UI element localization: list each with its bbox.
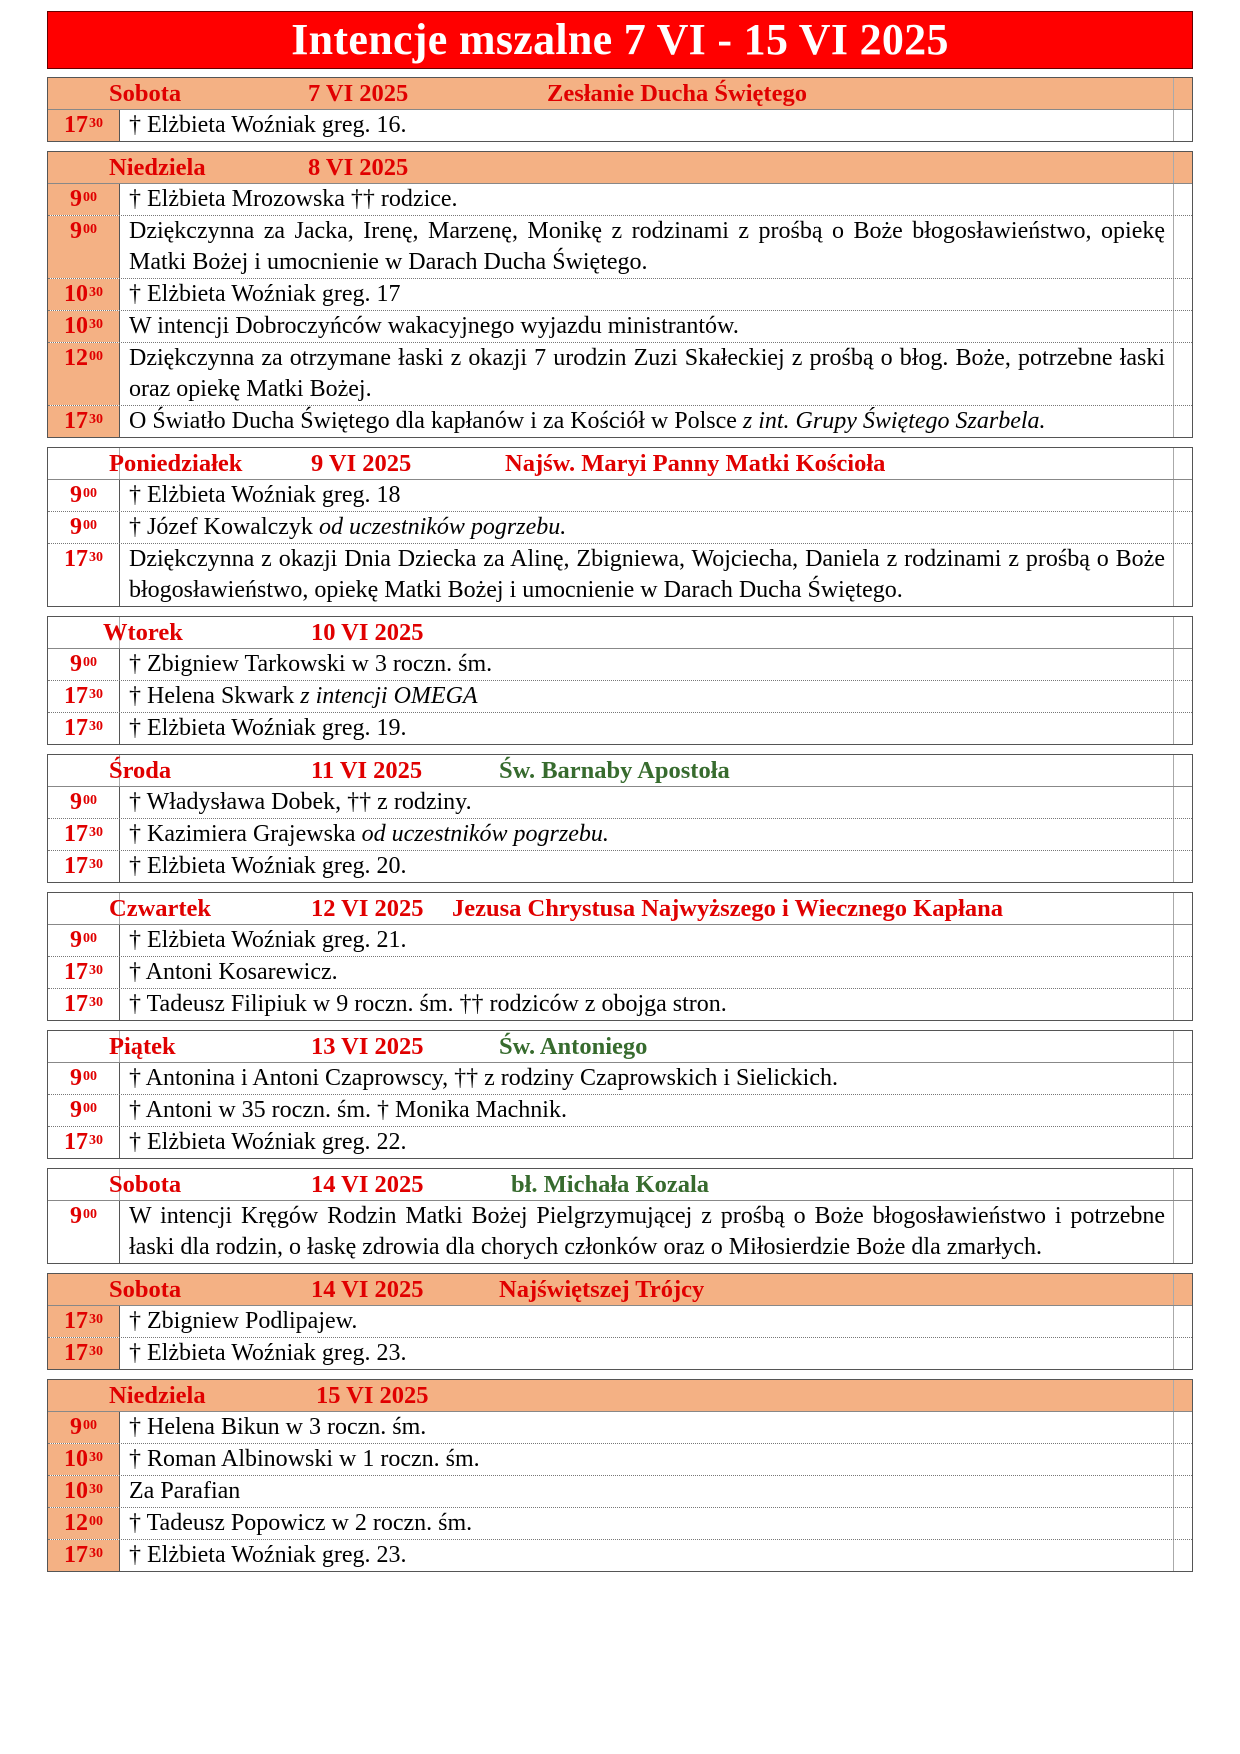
day-header [48,78,1192,110]
mass-hour: 9 [70,1203,82,1229]
intention-note: od uczestników pogrzebu. [318,514,567,540]
intention-text-cell [120,1444,1173,1475]
intention-text-cell [120,110,1173,141]
mass-minutes: 00 [83,931,97,946]
mass-minutes: 00 [89,349,103,364]
intention-text: † Zbigniew Tarkowski w 3 roczn. śm. [129,651,493,677]
intention-text-cell [120,713,1173,744]
mass-hour: 9 [70,1065,82,1091]
intention-row [48,1475,1192,1507]
day-name: Poniedziałek [109,450,243,477]
mass-time [48,110,120,141]
intention-row [48,215,1192,278]
mass-hour: 9 [70,927,82,953]
mass-time [48,925,120,956]
mass-time [48,819,120,850]
intention-text-cell [120,819,1173,850]
mass-time [48,1476,120,1507]
mass-time [48,311,120,342]
mass-time [48,480,120,511]
intention-text-cell [120,925,1173,956]
day-name: Niedziela [109,154,206,181]
mass-hour: 17 [64,1129,88,1155]
intention-text: † Elżbieta Woźniak greg. 16. [129,112,407,138]
intention-text: † Tadeusz Popowicz w 2 roczn. śm. [129,1510,473,1536]
day-name: Sobota [109,80,182,107]
day-block [47,77,1193,142]
mass-hour: 12 [64,345,88,371]
mass-hour: 10 [64,1478,88,1504]
intention-row [48,1337,1192,1369]
side-column [1173,1380,1192,1411]
mass-hour: 17 [64,1542,88,1568]
feast-name: Św. Antoniego [499,1033,648,1060]
intention-text: † Antoni w 35 roczn. śm. † Monika Machnik. [129,1097,567,1123]
day-date: 13 VI 2025 [311,1033,424,1060]
mass-minutes: 30 [89,317,103,332]
mass-minutes: 30 [89,550,103,565]
day-date: 11 VI 2025 [311,757,423,784]
intention-row [48,1306,1192,1337]
mass-hour: 17 [64,959,88,985]
intention-text-cell [120,343,1173,405]
intention-row [48,1539,1192,1571]
intention-note: z intencji OMEGA [300,683,478,709]
intention-row [48,787,1192,818]
intention-row [48,511,1192,543]
side-column [1173,713,1192,744]
mass-time [48,1095,120,1126]
mass-minutes: 00 [83,222,97,237]
day-header [48,755,1192,787]
intention-text: † Elżbieta Woźniak greg. 17 [129,281,401,307]
mass-time [48,649,120,680]
mass-minutes: 00 [83,486,97,501]
side-column [1173,78,1192,109]
intention-row [48,1201,1192,1263]
day-name: Niedziela [109,1382,206,1409]
feast-name: Najśw. Maryi Panny Matki Kościoła [505,450,886,477]
intention-text-cell [120,216,1173,278]
mass-time [48,1306,120,1337]
intention-text-cell [120,681,1173,712]
side-column [1173,1095,1192,1126]
intention-text: † Tadeusz Filipiuk w 9 roczn. śm. †† rodziców z obojga stron. [129,991,727,1017]
day-block [47,1030,1193,1159]
intention-text-cell [120,1095,1173,1126]
mass-time [48,1508,120,1539]
day-block [47,1168,1193,1264]
intention-text: W intencji Dobroczyńców wakacyjnego wyjazdu ministrantów. [129,313,739,339]
intention-text-cell [120,957,1173,988]
intention-row [48,405,1192,437]
mass-hour: 17 [64,853,88,879]
mass-hour: 17 [64,715,88,741]
mass-minutes: 30 [89,1546,103,1561]
day-header [48,893,1192,925]
mass-minutes: 30 [89,857,103,872]
side-column [1173,617,1192,648]
mass-minutes: 00 [83,655,97,670]
intention-text: † Elżbieta Woźniak greg. 22. [129,1129,407,1155]
intention-row [48,649,1192,680]
intention-text: † Elżbieta Mrozowska †† rodzice. [129,186,458,212]
intention-text-cell [120,1338,1173,1369]
mass-minutes: 30 [89,285,103,300]
intention-text: † Helena Skwark [129,683,301,709]
intention-row [48,988,1192,1020]
intention-text-cell [120,1063,1173,1094]
intention-row [48,543,1192,606]
side-column [1173,184,1192,215]
day-block [47,892,1193,1021]
mass-time [48,787,120,818]
mass-minutes: 30 [89,412,103,427]
feast-name: bł. Michała Kozala [511,1171,710,1198]
side-column [1173,512,1192,543]
day-date: 8 VI 2025 [308,154,409,181]
mass-time [48,406,120,437]
mass-time [48,1540,120,1571]
mass-hour: 17 [64,683,88,709]
side-column [1173,787,1192,818]
side-column [1173,406,1192,437]
intention-text-cell [120,851,1173,882]
side-column [1173,1274,1192,1305]
side-column [1173,1476,1192,1507]
intention-text-cell [120,1540,1173,1571]
day-name: Wtorek [103,619,183,646]
mass-time [48,989,120,1020]
mass-time [48,957,120,988]
mass-minutes: 30 [89,687,103,702]
side-column [1173,1412,1192,1443]
intention-text-cell [120,406,1173,437]
intention-text: † Helena Bikun w 3 roczn. śm. [129,1414,427,1440]
intention-text: † Elżbieta Woźniak greg. 18 [129,482,401,508]
intention-text-cell [120,184,1173,215]
side-column [1173,216,1192,278]
mass-minutes: 00 [83,1069,97,1084]
intention-text: † Roman Albinowski w 1 roczn. śm. [129,1446,480,1472]
day-block [47,616,1193,745]
feast-name: Zesłanie Ducha Świętego [547,80,807,107]
day-header [48,1031,1192,1063]
intention-text: Za Parafian [129,1478,241,1504]
side-column [1173,110,1192,141]
days-list [47,77,1193,1572]
intention-text: † Elżbieta Woźniak greg. 23. [129,1340,407,1366]
day-header [48,617,1192,649]
intention-row [48,1126,1192,1158]
intention-row [48,850,1192,882]
intention-row [48,184,1192,215]
side-column [1173,893,1192,924]
intention-text-cell [120,1127,1173,1158]
mass-hour: 9 [70,482,82,508]
mass-minutes: 00 [83,518,97,533]
intention-text-cell [120,1412,1173,1443]
day-date: 12 VI 2025 [311,895,424,922]
mass-hour: 17 [64,1340,88,1366]
side-column [1173,311,1192,342]
mass-time [48,681,120,712]
mass-minutes: 30 [89,116,103,131]
side-column [1173,152,1192,183]
intention-row [48,925,1192,956]
mass-minutes: 30 [89,719,103,734]
intention-text-cell [120,649,1173,680]
intention-text: † Antonina i Antoni Czaprowscy, †† z rodziny Czaprowskich i Sielickich. [129,1065,838,1091]
day-name: Sobota [109,1171,182,1198]
day-block [47,1273,1193,1370]
mass-minutes: 30 [89,963,103,978]
day-date: 14 VI 2025 [311,1171,424,1198]
intention-text: W intencji Kręgów Rodzin Matki Bożej Pielgrzymującej z prośbą o Boże błogosławieństwo i potrzebne łaski dla rodzin, o łaskę zdrowia dla chorych członków oraz o Miłosierdzie Boże dla zmarłych. [129,1203,1165,1260]
intention-text-cell [120,480,1173,511]
mass-hour: 9 [70,1414,82,1440]
mass-hour: 9 [70,651,82,677]
feast-name: Najświętszej Trójcy [499,1276,705,1303]
day-name: Czwartek [109,895,212,922]
intention-text-cell [120,311,1173,342]
side-column [1173,957,1192,988]
intention-row [48,1063,1192,1094]
mass-hour: 9 [70,514,82,540]
mass-minutes: 30 [89,995,103,1010]
day-name: Środa [109,757,172,784]
mass-hour: 10 [64,313,88,339]
mass-time [48,1412,120,1443]
day-block [47,754,1193,883]
intention-text: † Antoni Kosarewicz. [129,959,338,985]
day-date: 14 VI 2025 [311,1276,424,1303]
mass-hour: 17 [64,991,88,1017]
side-column [1173,1127,1192,1158]
intention-row [48,956,1192,988]
intention-row [48,1412,1192,1443]
day-header [48,1380,1192,1412]
intention-text: Dziękczynna za otrzymane łaski z okazji 7 urodzin Zuzi Skałeckiej z prośbą o błog. Boże, potrzebne łaski oraz opiekę Matki Bożej. [129,345,1165,402]
day-date: 7 VI 2025 [308,80,409,107]
mass-time [48,713,120,744]
side-column [1173,925,1192,956]
intention-text-cell [120,512,1173,543]
mass-minutes: 00 [89,1514,103,1529]
mass-time [48,1444,120,1475]
side-column [1173,681,1192,712]
intention-row [48,1443,1192,1475]
mass-time [48,279,120,310]
intention-row [48,818,1192,850]
intention-text: † Józef Kowalczyk [129,514,319,540]
mass-minutes: 30 [89,1133,103,1148]
day-header [48,1169,1192,1201]
mass-hour: 10 [64,1446,88,1472]
side-column [1173,1444,1192,1475]
side-column [1173,1031,1192,1062]
mass-time [48,512,120,543]
intention-text: † Zbigniew Podlipajew. [129,1308,358,1334]
side-column [1173,819,1192,850]
mass-minutes: 00 [83,1418,97,1433]
intention-note: od uczestników pogrzebu. [361,821,609,847]
intention-row [48,278,1192,310]
mass-time [48,851,120,882]
mass-time [48,343,120,405]
intention-text-cell [120,1476,1173,1507]
side-column [1173,755,1192,786]
intention-text-cell [120,544,1173,606]
intention-text: Dziękczynna z okazji Dnia Dziecka za Alinę, Zbigniewa, Wojciecha, Daniela z rodzinami z prośbą o Boże błogosławieństwo, opiekę Matki Bożej i umocnienie w Darach Ducha Świętego. [129,546,1165,603]
mass-time [48,184,120,215]
intention-row [48,480,1192,511]
mass-minutes: 30 [89,825,103,840]
mass-minutes: 00 [83,1101,97,1116]
day-name: Sobota [109,1276,182,1303]
mass-time [48,1338,120,1369]
side-column [1173,343,1192,405]
mass-time [48,1063,120,1094]
side-column [1173,1201,1192,1263]
day-block [47,1379,1193,1572]
intention-row [48,1094,1192,1126]
side-column [1173,544,1192,606]
intention-text-cell [120,989,1173,1020]
side-column [1173,279,1192,310]
side-column [1173,851,1192,882]
mass-hour: 17 [64,112,88,138]
mass-minutes: 30 [89,1450,103,1465]
mass-hour: 9 [70,218,82,244]
day-header [48,152,1192,184]
day-block [47,447,1193,607]
day-date: 15 VI 2025 [316,1382,429,1409]
intention-text-cell [120,1201,1173,1263]
mass-time [48,1127,120,1158]
mass-hour: 10 [64,281,88,307]
intention-text: † Elżbieta Woźniak greg. 20. [129,853,407,879]
side-column [1173,480,1192,511]
mass-minutes: 00 [83,1207,97,1222]
side-column [1173,1169,1192,1200]
intention-text-cell [120,279,1173,310]
mass-hour: 9 [70,186,82,212]
mass-minutes: 00 [83,190,97,205]
side-column [1173,649,1192,680]
mass-hour: 12 [64,1510,88,1536]
day-date: 9 VI 2025 [311,450,412,477]
intention-text-cell [120,1508,1173,1539]
feast-name: Jezusa Chrystusa Najwyższego i Wiecznego Kapłana [452,895,1003,922]
side-column [1173,1508,1192,1539]
intention-text-cell [120,1306,1173,1337]
day-block [47,151,1193,438]
mass-time [48,216,120,278]
feast-name: Św. Barnaby Apostoła [499,757,730,784]
mass-time [48,544,120,606]
side-column [1173,1338,1192,1369]
side-column [1173,1306,1192,1337]
intention-row [48,342,1192,405]
side-column [1173,1063,1192,1094]
intention-row [48,1507,1192,1539]
intention-text: Dziękczynna za Jacka, Irenę, Marzenę, Monikę z rodzinami z prośbą o Boże błogosławieństwo, opiekę Matki Bożej i umocnienie w Darach Ducha Świętego. [129,218,1165,275]
mass-hour: 9 [70,789,82,815]
intention-text: † Elżbieta Woźniak greg. 23. [129,1542,407,1568]
mass-time [48,1201,120,1263]
mass-hour: 17 [64,821,88,847]
mass-hour: 9 [70,1097,82,1123]
side-column [1173,1540,1192,1571]
intention-text: † Władysława Dobek, †† z rodziny. [129,789,472,815]
intention-text-cell [120,787,1173,818]
day-name: Piątek [109,1033,176,1060]
mass-minutes: 30 [89,1482,103,1497]
mass-minutes: 00 [83,793,97,808]
mass-minutes: 30 [89,1312,103,1327]
page-title: Intencje mszalne 7 VI - 15 VI 2025 [47,11,1193,69]
day-header [48,1274,1192,1306]
intention-row [48,110,1192,141]
intention-row [48,680,1192,712]
intention-text: † Elżbieta Woźniak greg. 19. [129,715,407,741]
intention-text: † Elżbieta Woźniak greg. 21. [129,927,407,953]
day-date: 10 VI 2025 [311,619,424,646]
side-column [1173,989,1192,1020]
mass-hour: 17 [64,1308,88,1334]
side-column [1173,448,1192,479]
intention-note: z int. Grupy Świętego Szarbela. [742,408,1046,434]
mass-minutes: 30 [89,1344,103,1359]
intention-text: O Światło Ducha Świętego dla kapłanów i za Kościół w Polsce [129,408,743,434]
mass-hour: 17 [64,546,88,572]
intention-row [48,310,1192,342]
intention-text: † Kazimiera Grajewska [129,821,362,847]
intention-row [48,712,1192,744]
intentions-document [47,11,1193,1572]
day-header [48,448,1192,480]
mass-hour: 17 [64,408,88,434]
